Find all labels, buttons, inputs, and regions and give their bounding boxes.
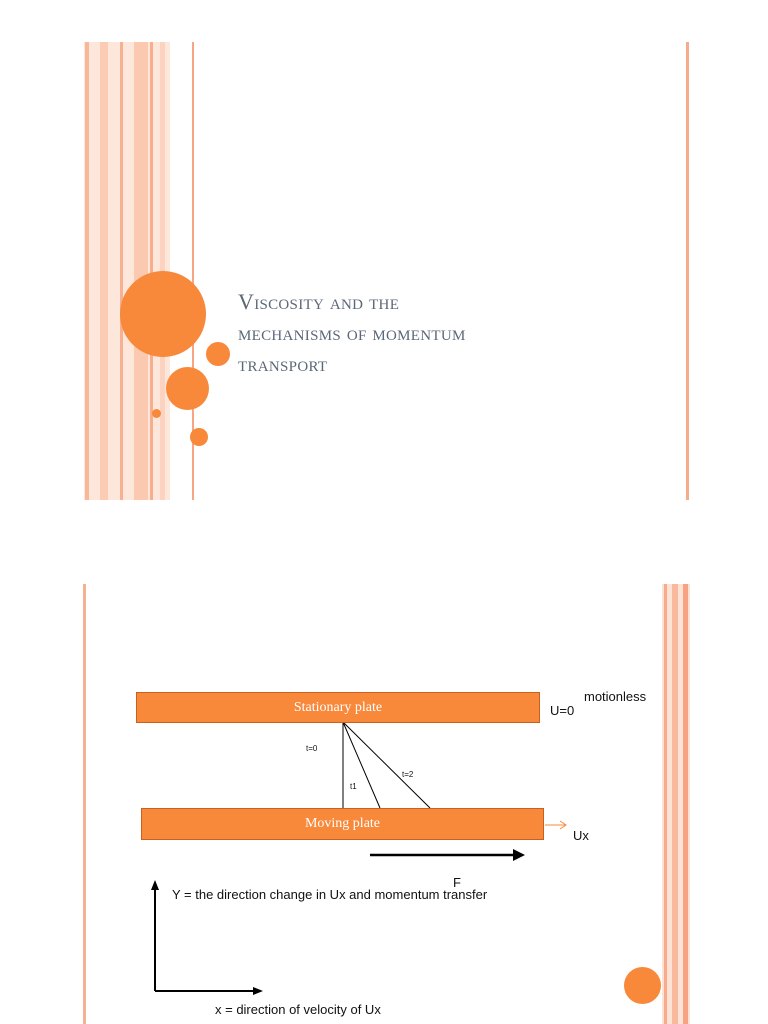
velocity-profile-t1 [343,722,380,808]
y-axis-label: Y = the direction change in Ux and momentum transfer [172,887,488,902]
slide-title: Viscosity and the mechanisms of momentum transport [238,289,466,376]
force-label: F [453,875,461,890]
moving-plate: Moving plate [141,808,544,840]
ux-label: Ux [573,828,589,843]
t2-label: t=2 [402,770,414,779]
velocity-profile-t2 [343,722,430,808]
x-axis-label: x = direction of velocity of Ux [215,1002,381,1017]
x-axis-arrowhead [253,987,263,995]
t1-label: t1 [350,782,357,791]
motionless-label: motionless [584,689,647,704]
u-zero-label: U=0 [550,703,575,718]
t0-label: t=0 [306,744,318,753]
force-arrowhead [513,849,525,861]
stationary-plate: Stationary plate [136,692,540,723]
y-axis-arrowhead [151,880,159,890]
